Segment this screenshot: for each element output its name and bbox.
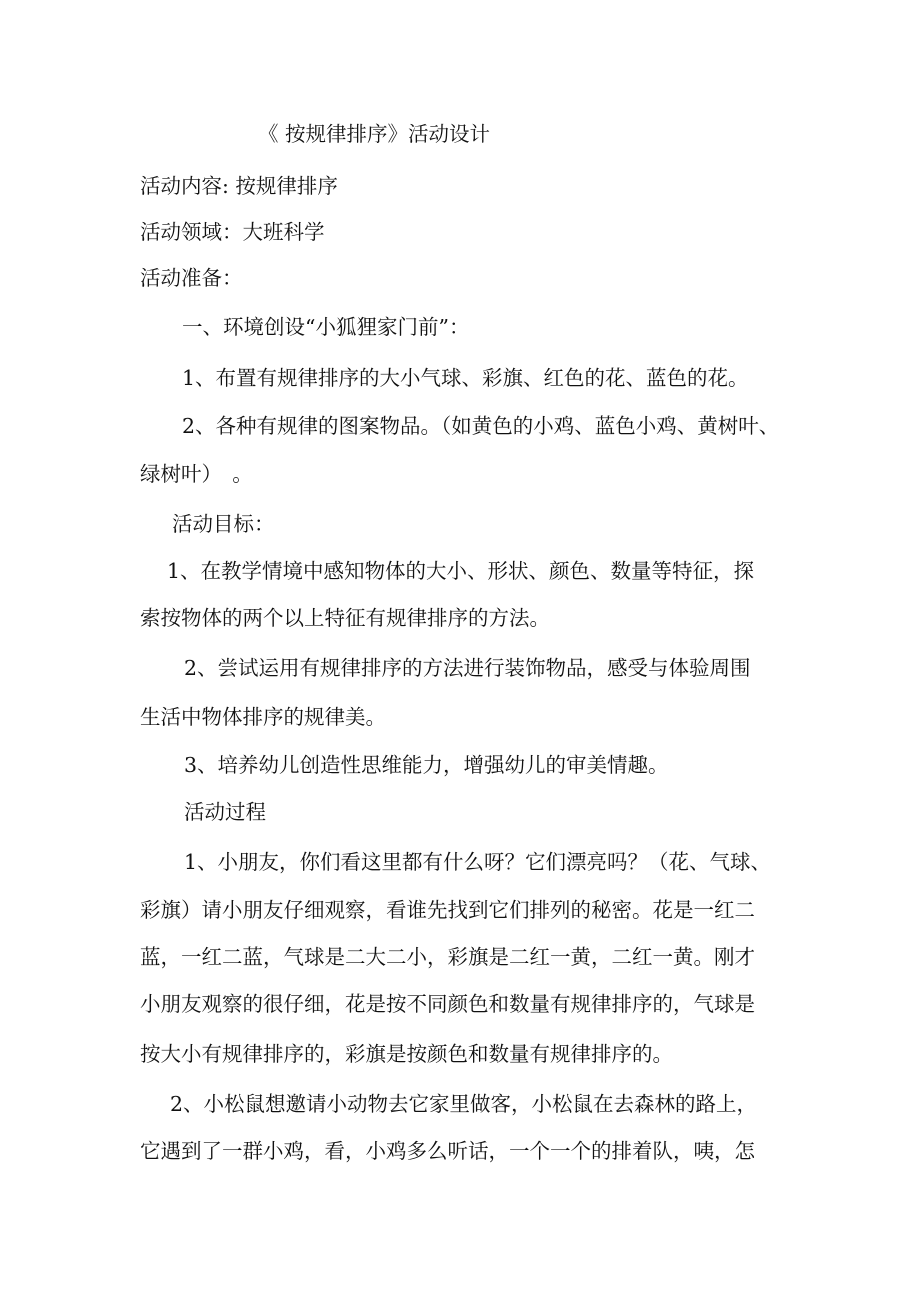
process-step-1: 1、小朋友，你们看这里都有什么呀？它们漂亮吗？（花、气球、 bbox=[184, 850, 772, 874]
document-title: 《 按规律排序》活动设计 bbox=[258, 122, 491, 146]
activity-process-heading: 活动过程 bbox=[184, 800, 266, 824]
activity-goals-heading: 活动目标： bbox=[172, 512, 275, 536]
process-step-1-cont-c: 小朋友观察的很仔细，花是按不同颜色和数量有规律排序的，气球是 bbox=[140, 992, 755, 1016]
preparation-subitem-2: 2、各种有规律的图案物品。（如黄色的小鸡、蓝色小鸡、黄树叶、 bbox=[182, 414, 780, 438]
process-step-2-cont: 它遇到了一群小鸡，看，小鸡多么听话，一个一个的排着队，咦，怎 bbox=[140, 1139, 755, 1163]
activity-preparation-heading: 活动准备： bbox=[140, 266, 243, 290]
goal-1: 1、在教学情境中感知物体的大小、形状、颜色、数量等特征，探 bbox=[167, 559, 755, 583]
process-step-1-cont-b: 蓝，一红二蓝，气球是二大二小，彩旗是二红一黄，二红一黄。刚才 bbox=[140, 945, 755, 969]
goal-1-cont: 索按物体的两个以上特征有规律排序的方法。 bbox=[140, 606, 550, 630]
preparation-subitem-1: 1、布置有规律排序的大小气球、彩旗、红色的花、蓝色的花。 bbox=[182, 366, 749, 390]
activity-content-line: 活动内容: 按规律排序 bbox=[140, 174, 338, 198]
preparation-subitem-2-cont: 绿树叶） 。 bbox=[140, 462, 253, 486]
activity-domain-line: 活动领域：大班科学 bbox=[140, 220, 325, 244]
process-step-2: 2、小松鼠想邀请小动物去它家里做客，小松鼠在去森林的路上， bbox=[170, 1092, 758, 1116]
goal-2: 2、尝试运用有规律排序的方法进行装饰物品，感受与体验周围 bbox=[184, 656, 751, 680]
goal-3: 3、培养幼儿创造性思维能力，增强幼儿的审美情趣。 bbox=[184, 753, 669, 777]
process-step-1-cont-a: 彩旗）请小朋友仔细观察，看谁先找到它们排列的秘密。花是一红二 bbox=[140, 898, 755, 922]
process-step-1-cont-d: 按大小有规律排序的，彩旗是按颜色和数量有规律排序的。 bbox=[140, 1042, 673, 1066]
preparation-item-1: 一、环境创设“小狐狸家门前”： bbox=[182, 315, 470, 339]
goal-2-cont: 生活中物体排序的规律美。 bbox=[140, 705, 386, 729]
